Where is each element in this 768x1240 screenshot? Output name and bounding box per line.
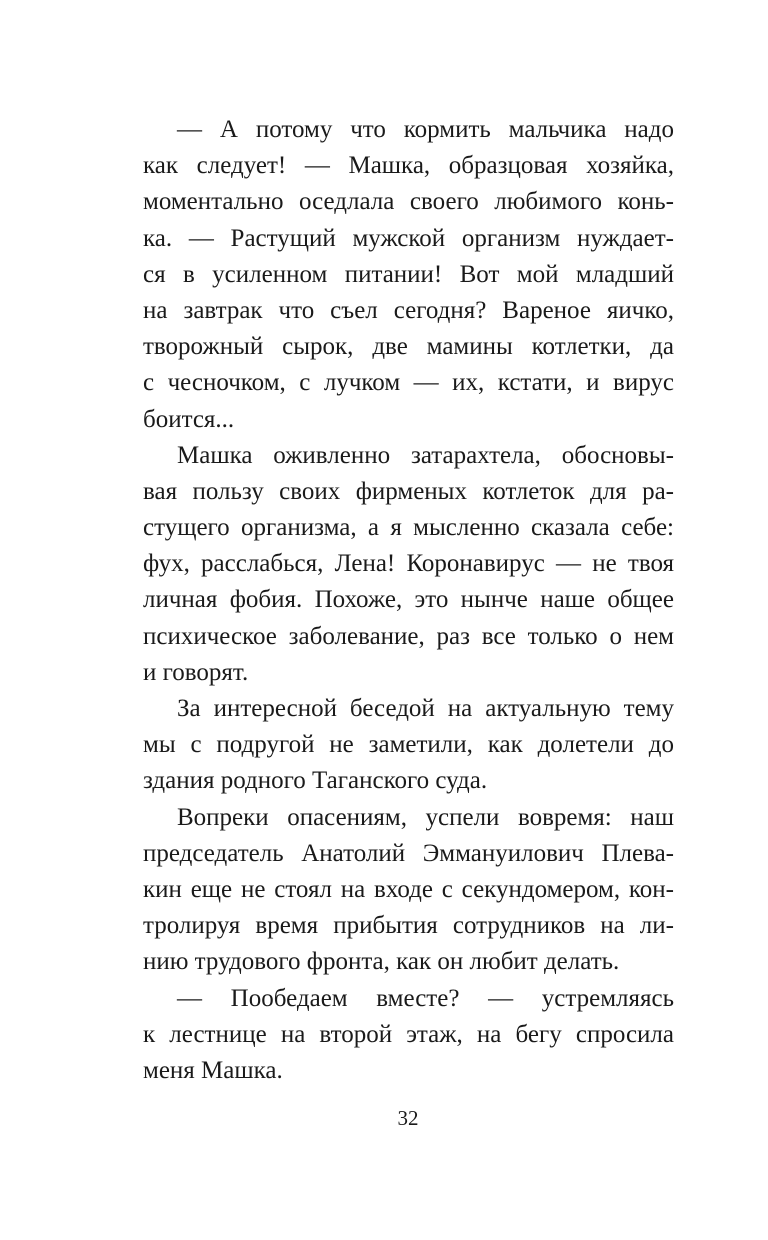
body-text bbox=[143, 112, 674, 1089]
text-line: моментально оседлала своего любимого конь- bbox=[143, 188, 674, 216]
text-line: как следует! — Машка, образцовая хозяйка, bbox=[143, 152, 674, 180]
text-line: стущего организма, а я мысленно сказала себе: bbox=[143, 514, 674, 542]
text-line: фух, расслабься, Лена! Коронавирус — не твоя bbox=[143, 550, 674, 578]
text-line: нию трудового фронта, как он любит делать. bbox=[143, 948, 620, 976]
text-line: меня Машка. bbox=[143, 1056, 283, 1084]
paragraph bbox=[143, 981, 674, 1090]
text-line: личная фобия. Похоже, это нынче наше общее bbox=[143, 586, 674, 614]
text-line: к лестнице на второй этаж, на бегу спросила bbox=[143, 1020, 674, 1048]
text-line: на завтрак что съел сегодня? Вареное яичко, bbox=[143, 296, 674, 324]
text-line: творожный сырок, две мамины котлетки, да bbox=[143, 333, 674, 361]
page-number: 32 bbox=[397, 1106, 419, 1130]
text-line: ся в усиленном питании! Вот мой младший bbox=[143, 260, 674, 288]
text-line: — Пообедаем вместе? — устремляясь bbox=[177, 984, 674, 1012]
text-line: — А потому что кормить мальчика надо bbox=[177, 116, 674, 143]
text-line: здания родного Таганского суда. bbox=[143, 767, 488, 795]
paragraph bbox=[143, 691, 674, 800]
paragraph bbox=[143, 800, 674, 981]
text-line: вая пользу своих фирменых котлеток для ра- bbox=[143, 477, 674, 505]
paragraph bbox=[143, 438, 674, 691]
text-line: председатель Анатолий Эммануилович Плева- bbox=[143, 839, 674, 867]
text-line: мы с подругой не заметили, как долетели до bbox=[143, 731, 674, 759]
text-line: с чесночком, с лучком — их, кстати, и вирус bbox=[143, 369, 674, 397]
paragraph bbox=[143, 112, 674, 438]
text-line: психическое заболевание, раз все только о нем bbox=[143, 622, 674, 650]
text-line: тролируя время прибытия сотрудников на ли- bbox=[143, 912, 674, 940]
text-line: и говорят. bbox=[143, 658, 249, 686]
text-line: За интересной беседой на актуальную тему bbox=[177, 695, 674, 722]
text-line: Вопреки опасениям, успели вовремя: наш bbox=[177, 803, 674, 831]
text-line: кин еще не стоял на входе с секундомером, кон- bbox=[143, 875, 674, 903]
text-line: Машка оживленно затарахтела, обосновы- bbox=[177, 441, 674, 469]
text-line: ка. — Растущий мужской организм нуждает- bbox=[143, 224, 674, 252]
text-line: боится... bbox=[143, 405, 235, 433]
